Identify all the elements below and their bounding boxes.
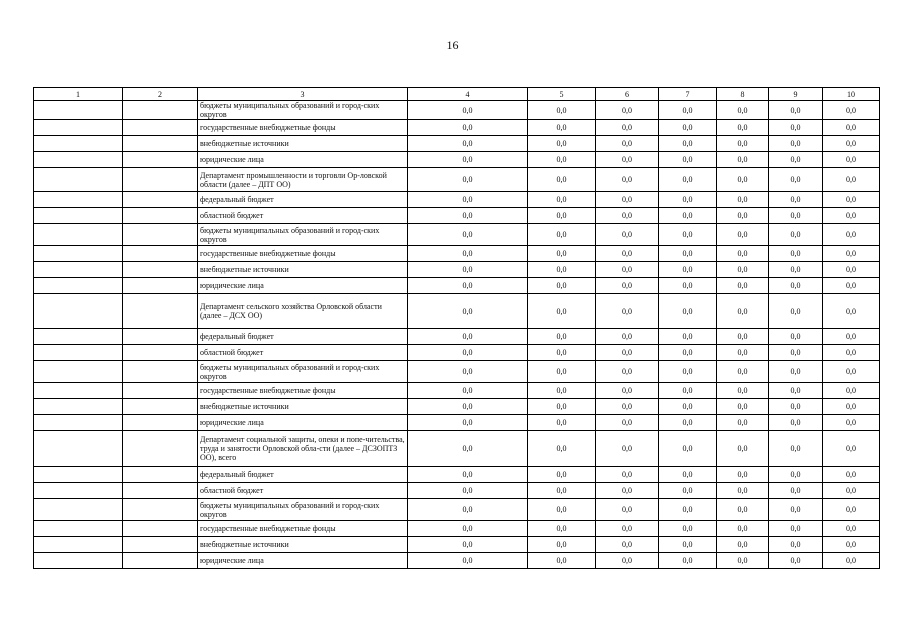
empty-cell [34,208,123,224]
value-cell: 0,0 [528,120,596,136]
empty-cell [34,224,123,246]
empty-cell [34,136,123,152]
value-cell: 0,0 [596,329,659,345]
value-cell: 0,0 [528,278,596,294]
row-label: юридические лица [198,553,408,569]
value-cell: 0,0 [528,329,596,345]
value-cell: 0,0 [769,168,823,192]
value-cell: 0,0 [823,136,880,152]
empty-cell [34,415,123,431]
value-cell: 0,0 [769,553,823,569]
value-cell: 0,0 [717,136,769,152]
value-cell: 0,0 [408,521,528,537]
value-cell: 0,0 [823,383,880,399]
empty-cell [123,262,198,278]
row-label: Департамент сельского хозяйства Орловской области (далее – ДСХ ОО) [198,294,408,329]
table-row [34,499,880,521]
value-cell: 0,0 [717,262,769,278]
value-cell: 0,0 [659,361,717,383]
value-cell: 0,0 [717,499,769,521]
table-row [34,294,880,329]
empty-cell [34,329,123,345]
table-row [34,415,880,431]
empty-cell [123,208,198,224]
value-cell: 0,0 [659,483,717,499]
value-cell: 0,0 [769,361,823,383]
value-cell: 0,0 [823,521,880,537]
empty-cell [123,168,198,192]
header-row [34,88,880,101]
table-row [34,168,880,192]
table-row [34,192,880,208]
row-label: бюджеты муниципальных образований и город-ских округов [198,499,408,521]
value-cell: 0,0 [659,553,717,569]
value-cell: 0,0 [528,499,596,521]
value-cell: 0,0 [659,521,717,537]
table-row [34,262,880,278]
value-cell: 0,0 [659,294,717,329]
value-cell: 0,0 [823,553,880,569]
value-cell: 0,0 [528,192,596,208]
value-cell: 0,0 [408,467,528,483]
table-body [34,101,880,569]
value-cell: 0,0 [528,467,596,483]
value-cell: 0,0 [717,345,769,361]
value-cell: 0,0 [823,345,880,361]
value-cell: 0,0 [717,483,769,499]
empty-cell [34,101,123,120]
value-cell: 0,0 [528,521,596,537]
column-header: 1 [34,88,123,101]
table-row [34,361,880,383]
empty-cell [34,499,123,521]
value-cell: 0,0 [596,537,659,553]
value-cell: 0,0 [769,467,823,483]
value-cell: 0,0 [408,278,528,294]
empty-cell [123,499,198,521]
value-cell: 0,0 [596,483,659,499]
value-cell: 0,0 [717,553,769,569]
value-cell: 0,0 [528,246,596,262]
column-header: 6 [596,88,659,101]
value-cell: 0,0 [823,294,880,329]
value-cell: 0,0 [769,262,823,278]
value-cell: 0,0 [823,399,880,415]
empty-cell [34,467,123,483]
page-number: 16 [446,38,459,52]
value-cell: 0,0 [596,168,659,192]
value-cell: 0,0 [596,553,659,569]
empty-cell [34,537,123,553]
value-cell: 0,0 [528,208,596,224]
value-cell: 0,0 [659,345,717,361]
empty-cell [123,152,198,168]
value-cell: 0,0 [769,329,823,345]
value-cell: 0,0 [769,415,823,431]
value-cell: 0,0 [769,345,823,361]
value-cell: 0,0 [823,262,880,278]
empty-cell [34,294,123,329]
row-label: федеральный бюджет [198,329,408,345]
value-cell: 0,0 [769,120,823,136]
value-cell: 0,0 [823,192,880,208]
value-cell: 0,0 [717,383,769,399]
empty-cell [123,101,198,120]
value-cell: 0,0 [769,383,823,399]
empty-cell [123,553,198,569]
value-cell: 0,0 [659,467,717,483]
value-cell: 0,0 [717,101,769,120]
row-label: бюджеты муниципальных образований и город-ских округов [198,224,408,246]
value-cell: 0,0 [408,246,528,262]
empty-cell [123,136,198,152]
empty-cell [123,383,198,399]
value-cell: 0,0 [659,262,717,278]
value-cell: 0,0 [408,345,528,361]
value-cell: 0,0 [659,278,717,294]
row-label: Департамент промышленности и торговли Ор-ловской области (далее – ДПТ ОО) [198,168,408,192]
empty-cell [34,431,123,467]
value-cell: 0,0 [659,192,717,208]
value-cell: 0,0 [717,431,769,467]
value-cell: 0,0 [596,383,659,399]
row-label: государственные внебюджетные фонды [198,246,408,262]
column-header: 4 [408,88,528,101]
value-cell: 0,0 [408,361,528,383]
value-cell: 0,0 [659,101,717,120]
table-row [34,383,880,399]
empty-cell [123,345,198,361]
table-row [34,136,880,152]
table-row [34,483,880,499]
empty-cell [123,521,198,537]
value-cell: 0,0 [528,553,596,569]
value-cell: 0,0 [823,499,880,521]
value-cell: 0,0 [528,168,596,192]
value-cell: 0,0 [596,208,659,224]
empty-cell [123,537,198,553]
value-cell: 0,0 [659,152,717,168]
value-cell: 0,0 [717,208,769,224]
value-cell: 0,0 [596,467,659,483]
empty-cell [34,345,123,361]
value-cell: 0,0 [659,168,717,192]
value-cell: 0,0 [717,329,769,345]
value-cell: 0,0 [408,152,528,168]
empty-cell [123,467,198,483]
value-cell: 0,0 [659,329,717,345]
value-cell: 0,0 [717,278,769,294]
column-header: 2 [123,88,198,101]
empty-cell [123,329,198,345]
value-cell: 0,0 [717,192,769,208]
value-cell: 0,0 [717,152,769,168]
value-cell: 0,0 [408,431,528,467]
value-cell: 0,0 [528,101,596,120]
value-cell: 0,0 [596,101,659,120]
column-header: 7 [659,88,717,101]
table-row [34,278,880,294]
value-cell: 0,0 [408,399,528,415]
value-cell: 0,0 [528,345,596,361]
value-cell: 0,0 [596,120,659,136]
empty-cell [123,399,198,415]
value-cell: 0,0 [596,499,659,521]
value-cell: 0,0 [717,120,769,136]
value-cell: 0,0 [659,120,717,136]
value-cell: 0,0 [769,101,823,120]
value-cell: 0,0 [659,246,717,262]
value-cell: 0,0 [717,399,769,415]
value-cell: 0,0 [596,361,659,383]
table-row [34,521,880,537]
value-cell: 0,0 [769,499,823,521]
value-cell: 0,0 [769,294,823,329]
value-cell: 0,0 [717,537,769,553]
budget-table [33,87,880,569]
row-label: государственные внебюджетные фонды [198,383,408,399]
column-header: 5 [528,88,596,101]
value-cell: 0,0 [717,246,769,262]
value-cell: 0,0 [823,278,880,294]
row-label: государственные внебюджетные фонды [198,521,408,537]
empty-cell [34,262,123,278]
value-cell: 0,0 [408,262,528,278]
value-cell: 0,0 [528,262,596,278]
table-row [34,345,880,361]
value-cell: 0,0 [408,120,528,136]
value-cell: 0,0 [717,168,769,192]
value-cell: 0,0 [528,361,596,383]
row-label: юридические лица [198,415,408,431]
value-cell: 0,0 [408,415,528,431]
value-cell: 0,0 [596,521,659,537]
empty-cell [123,415,198,431]
value-cell: 0,0 [596,224,659,246]
value-cell: 0,0 [408,483,528,499]
value-cell: 0,0 [528,224,596,246]
table-row [34,246,880,262]
value-cell: 0,0 [659,208,717,224]
row-label: внебюджетные источники [198,136,408,152]
value-cell: 0,0 [717,294,769,329]
value-cell: 0,0 [596,246,659,262]
empty-cell [34,483,123,499]
value-cell: 0,0 [408,553,528,569]
value-cell: 0,0 [659,537,717,553]
value-cell: 0,0 [659,136,717,152]
empty-cell [34,553,123,569]
value-cell: 0,0 [408,329,528,345]
column-header: 3 [198,88,408,101]
value-cell: 0,0 [769,399,823,415]
value-cell: 0,0 [528,537,596,553]
value-cell: 0,0 [659,415,717,431]
value-cell: 0,0 [408,101,528,120]
row-label: федеральный бюджет [198,467,408,483]
value-cell: 0,0 [408,383,528,399]
value-cell: 0,0 [596,192,659,208]
value-cell: 0,0 [717,467,769,483]
table-row [34,329,880,345]
row-label: внебюджетные источники [198,262,408,278]
value-cell: 0,0 [717,521,769,537]
value-cell: 0,0 [596,431,659,467]
empty-cell [123,431,198,467]
table-row [34,101,880,120]
value-cell: 0,0 [659,399,717,415]
empty-cell [34,521,123,537]
value-cell: 0,0 [659,224,717,246]
value-cell: 0,0 [823,329,880,345]
row-label: внебюджетные источники [198,399,408,415]
value-cell: 0,0 [659,499,717,521]
value-cell: 0,0 [769,192,823,208]
empty-cell [34,278,123,294]
empty-cell [34,192,123,208]
value-cell: 0,0 [823,152,880,168]
empty-cell [123,120,198,136]
value-cell: 0,0 [823,537,880,553]
value-cell: 0,0 [823,431,880,467]
empty-cell [34,361,123,383]
empty-cell [123,361,198,383]
value-cell: 0,0 [823,483,880,499]
value-cell: 0,0 [528,383,596,399]
value-cell: 0,0 [823,101,880,120]
table-row [34,399,880,415]
table-row [34,208,880,224]
value-cell: 0,0 [717,415,769,431]
row-label: федеральный бюджет [198,192,408,208]
value-cell: 0,0 [659,431,717,467]
value-cell: 0,0 [596,278,659,294]
row-label: государственные внебюджетные фонды [198,120,408,136]
empty-cell [34,168,123,192]
empty-cell [34,399,123,415]
row-label: юридические лица [198,152,408,168]
column-header: 9 [769,88,823,101]
empty-cell [123,294,198,329]
value-cell: 0,0 [408,192,528,208]
value-cell: 0,0 [408,224,528,246]
value-cell: 0,0 [769,152,823,168]
empty-cell [34,152,123,168]
value-cell: 0,0 [769,208,823,224]
value-cell: 0,0 [769,136,823,152]
row-label: бюджеты муниципальных образований и город-ских округов [198,361,408,383]
value-cell: 0,0 [823,467,880,483]
table-row [34,152,880,168]
row-label: областной бюджет [198,208,408,224]
column-header: 8 [717,88,769,101]
empty-cell [123,278,198,294]
value-cell: 0,0 [659,383,717,399]
row-label: областной бюджет [198,483,408,499]
row-label: юридические лица [198,278,408,294]
value-cell: 0,0 [408,208,528,224]
value-cell: 0,0 [596,345,659,361]
value-cell: 0,0 [769,431,823,467]
value-cell: 0,0 [596,136,659,152]
value-cell: 0,0 [823,208,880,224]
empty-cell [34,383,123,399]
table-row [34,120,880,136]
row-label: Департамент социальной защиты, опеки и попе-чительства, труда и занятости Орловской обла-сти (далее – ДСЗОПТЗ ОО), всего [198,431,408,467]
value-cell: 0,0 [769,278,823,294]
value-cell: 0,0 [823,246,880,262]
empty-cell [123,483,198,499]
empty-cell [123,246,198,262]
value-cell: 0,0 [408,136,528,152]
empty-cell [123,224,198,246]
empty-cell [123,192,198,208]
value-cell: 0,0 [717,224,769,246]
table-row [34,537,880,553]
value-cell: 0,0 [528,399,596,415]
value-cell: 0,0 [769,224,823,246]
table-row [34,224,880,246]
table-row [34,431,880,467]
table-row [34,467,880,483]
value-cell: 0,0 [769,246,823,262]
value-cell: 0,0 [528,483,596,499]
value-cell: 0,0 [823,120,880,136]
value-cell: 0,0 [823,415,880,431]
value-cell: 0,0 [408,168,528,192]
value-cell: 0,0 [408,537,528,553]
value-cell: 0,0 [596,399,659,415]
value-cell: 0,0 [528,136,596,152]
value-cell: 0,0 [823,361,880,383]
table-row [34,553,880,569]
empty-cell [34,246,123,262]
row-label: бюджеты муниципальных образований и город-ских округов [198,101,408,120]
value-cell: 0,0 [717,361,769,383]
row-label: областной бюджет [198,345,408,361]
row-label: внебюджетные источники [198,537,408,553]
value-cell: 0,0 [528,152,596,168]
value-cell: 0,0 [408,499,528,521]
value-cell: 0,0 [596,294,659,329]
value-cell: 0,0 [528,415,596,431]
value-cell: 0,0 [596,415,659,431]
value-cell: 0,0 [769,483,823,499]
value-cell: 0,0 [528,294,596,329]
value-cell: 0,0 [823,168,880,192]
value-cell: 0,0 [823,224,880,246]
value-cell: 0,0 [596,262,659,278]
column-header: 10 [823,88,880,101]
value-cell: 0,0 [408,294,528,329]
value-cell: 0,0 [528,431,596,467]
empty-cell [34,120,123,136]
value-cell: 0,0 [596,152,659,168]
value-cell: 0,0 [769,521,823,537]
value-cell: 0,0 [769,537,823,553]
